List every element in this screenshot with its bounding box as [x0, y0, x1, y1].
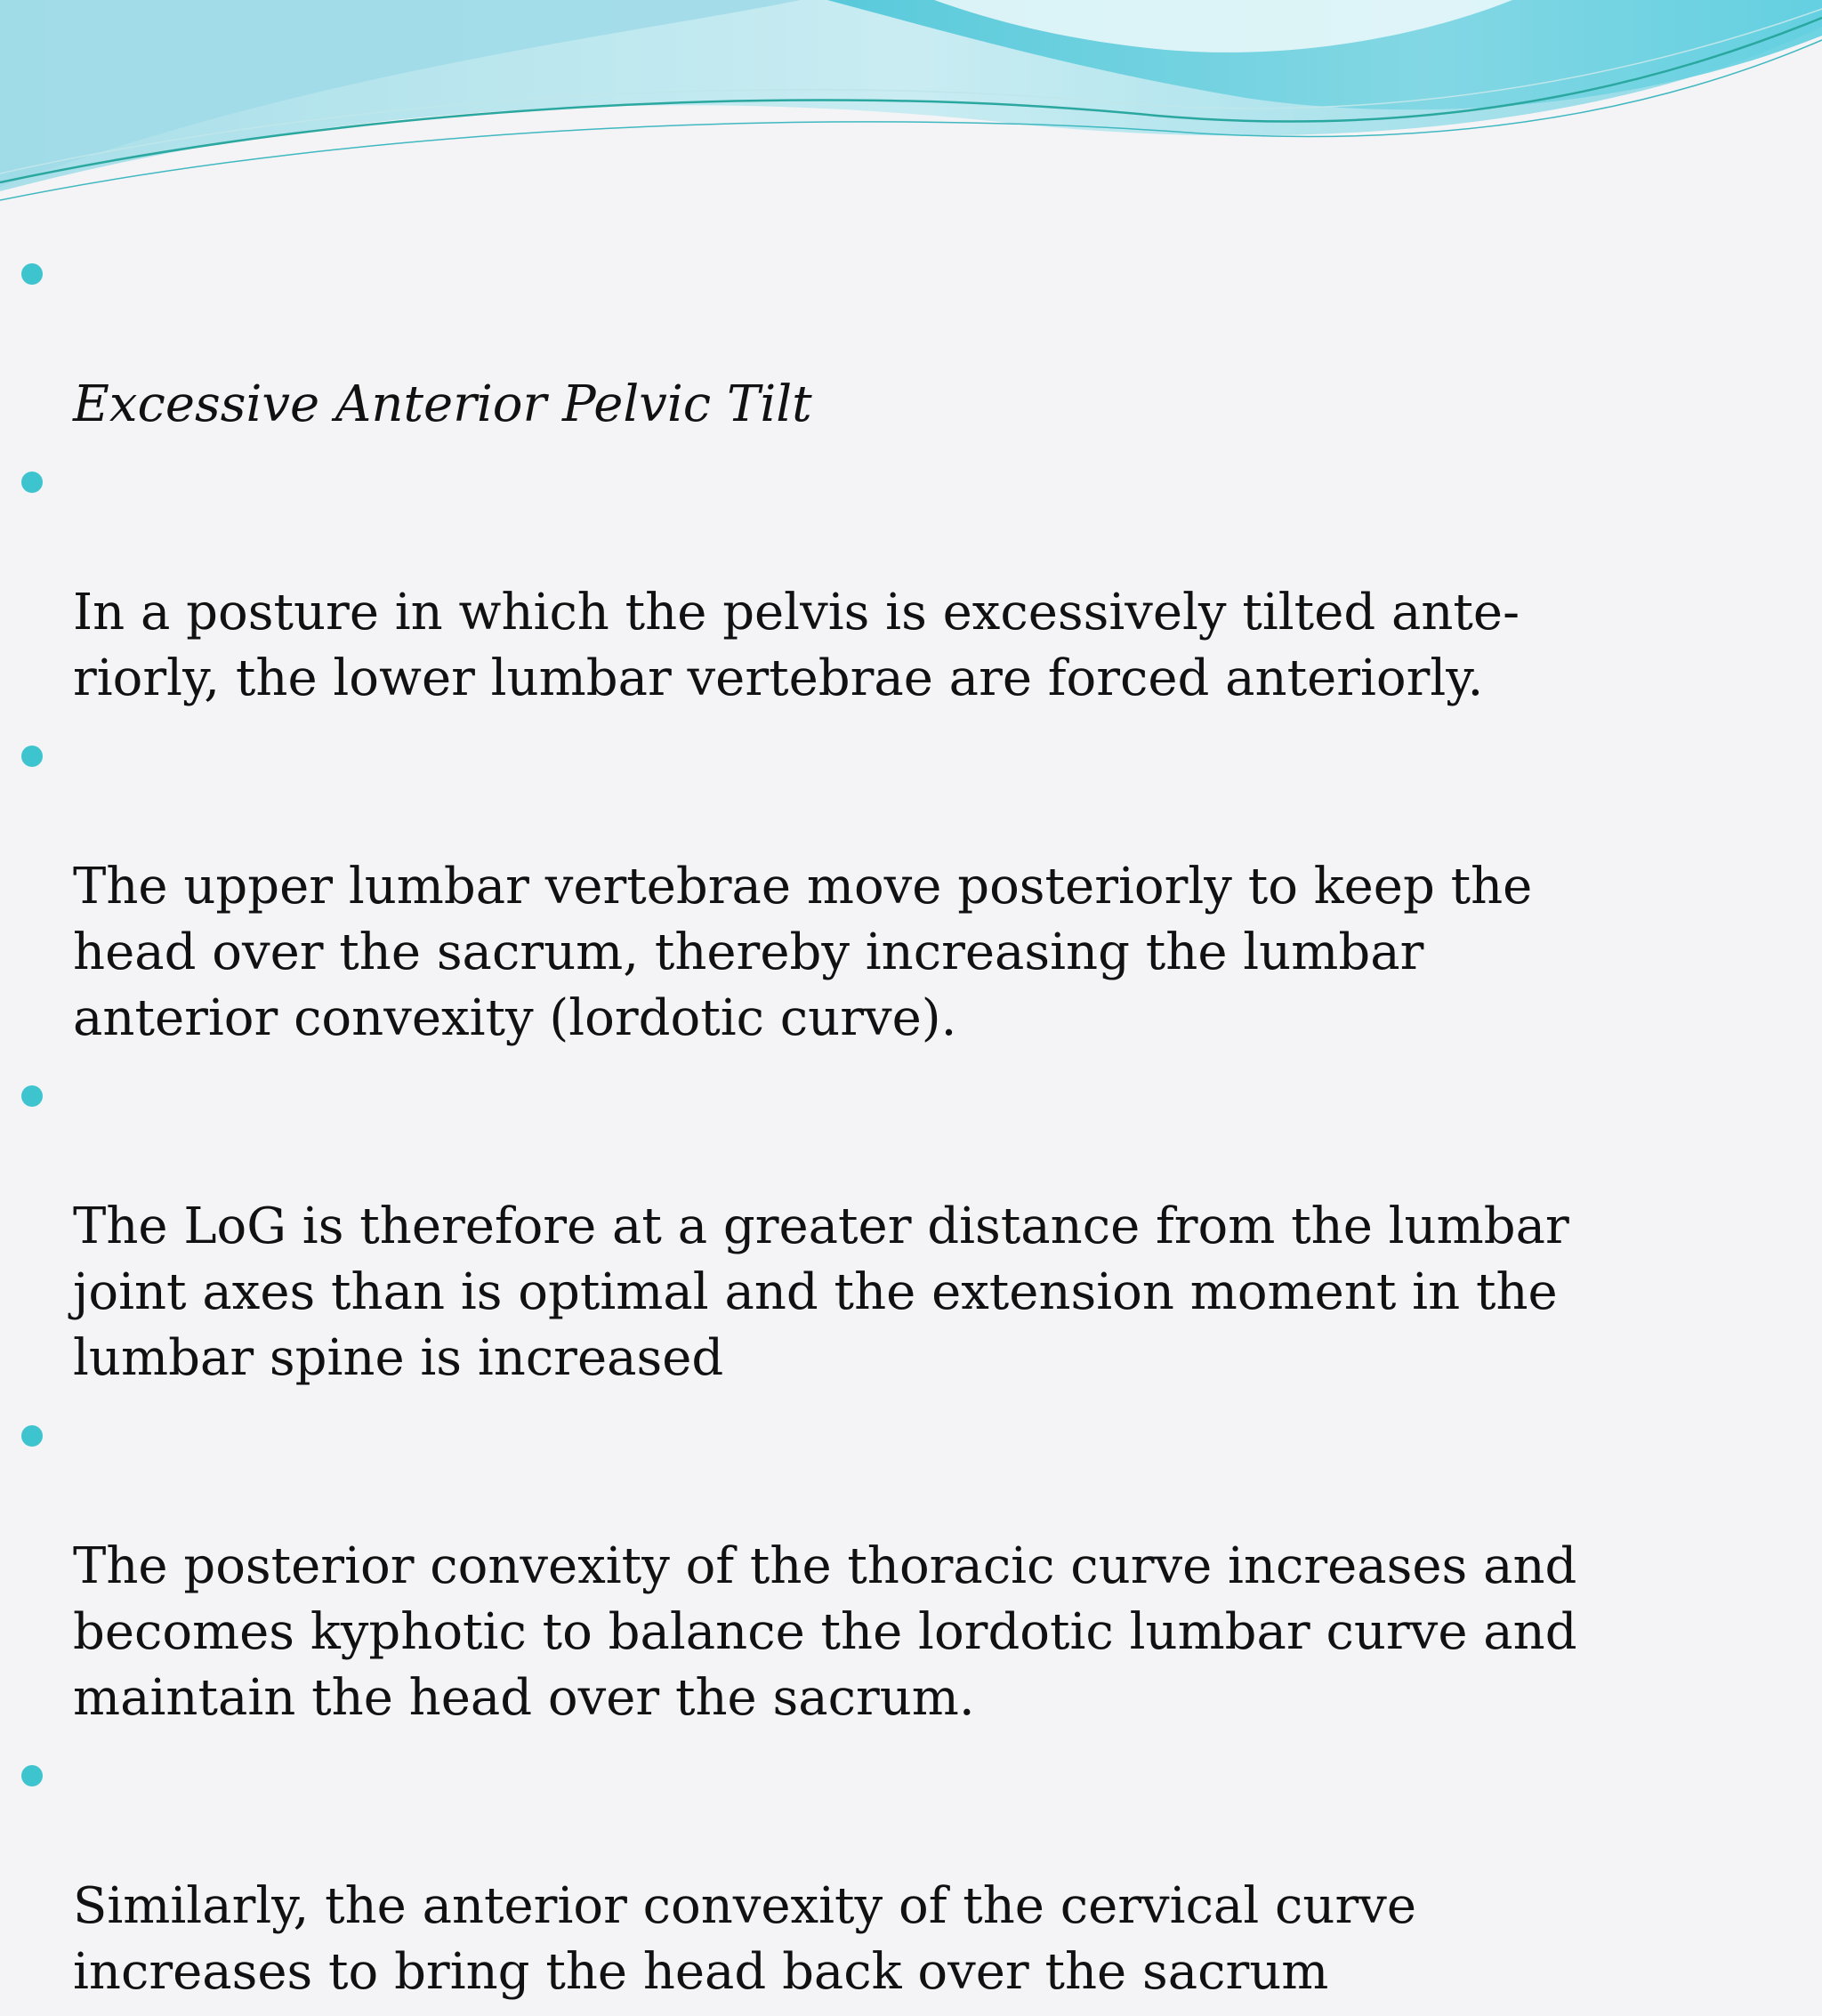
bullet-dot-icon — [21, 1085, 43, 1107]
bullet-text: The upper lumbar vertebrae move posteriorly to keep the head over the sacrum, thereby increasing the lumbar anterior convexity (lordotic curve). — [73, 858, 1533, 1047]
bullet-item — [18, 722, 1788, 1052]
bullet-item — [18, 1742, 1788, 2005]
bullet-dot-icon — [21, 746, 43, 767]
bullet-text: Excessive Anterior Pelvic Tilt — [73, 375, 812, 433]
bullet-dot-icon — [21, 472, 43, 493]
bullet-item-heading — [18, 240, 1788, 438]
bullet-text: Similarly, the anterior convexity of the cervical curve increases to bring the head back over the sacrum — [73, 1877, 1417, 2001]
bullet-item — [18, 1062, 1788, 1391]
bullet-dot-icon — [21, 263, 43, 285]
bullet-dot-icon — [21, 1765, 43, 1786]
bullet-text: In a posture in which the pelvis is excessively tilted ante- riorly, the lower lumbar vertebrae are forced anteriorly. — [73, 584, 1520, 707]
bullet-item — [18, 448, 1788, 712]
bullet-list — [18, 240, 1788, 2016]
decorative-wave-header — [0, 0, 1822, 214]
bullet-text: The posterior convexity of the thoracic curve increases and becomes kyphotic to balance the lordotic lumbar curve and maintain the head over the sacrum. — [73, 1537, 1577, 1727]
bullet-item — [18, 1402, 1788, 1731]
bullet-text: The LoG is therefore at a greater distance from the lumbar joint axes than is optimal and the extension moment in the lumbar spine is increased — [73, 1198, 1569, 1387]
bullet-dot-icon — [21, 1425, 43, 1447]
